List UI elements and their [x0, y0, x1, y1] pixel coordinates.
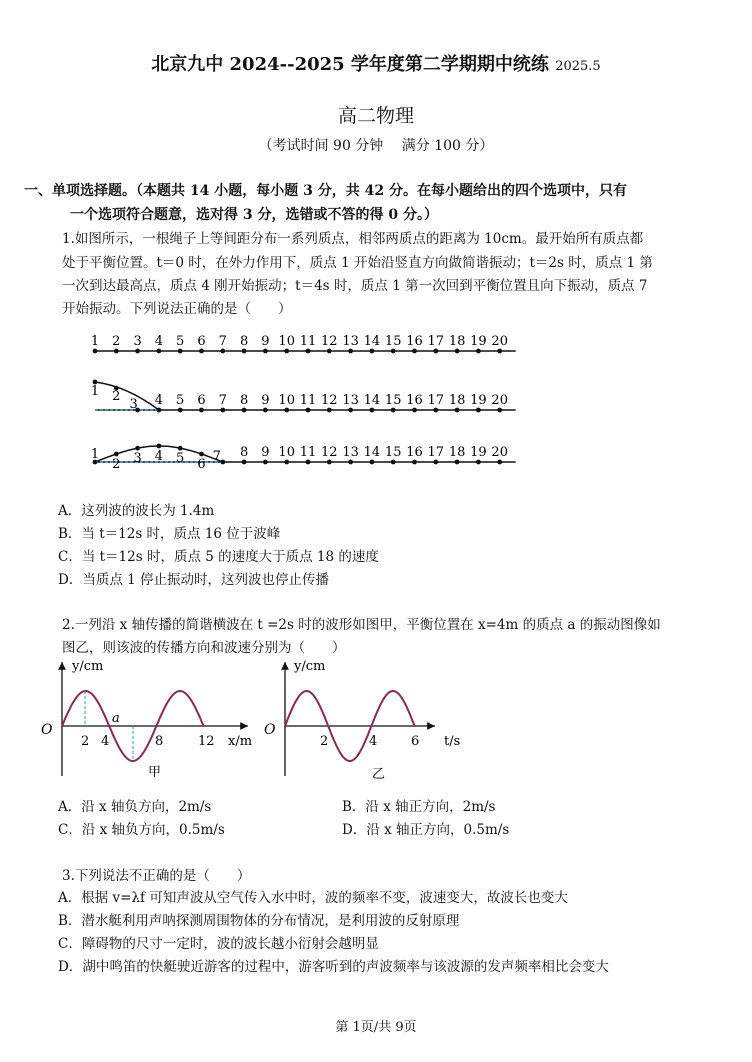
particle-dot	[412, 349, 417, 354]
particle-label: 9	[261, 393, 270, 408]
particle-label: 11	[299, 445, 317, 460]
section-heading-line2: 一个选项符合题意，选对得 3 分，选错或不答的得 0 分。）	[70, 207, 438, 223]
particle-label: 16	[406, 445, 423, 460]
figure-caption: 甲	[148, 765, 162, 780]
particle-label: 7	[212, 449, 221, 464]
particle-dot	[476, 408, 481, 413]
tick-label: 4	[101, 734, 110, 749]
tick-label: 2	[81, 734, 90, 749]
particle-label: 17	[427, 334, 445, 349]
tick-label: 6	[411, 734, 420, 749]
particle-dot	[199, 452, 204, 457]
particle-label: 10	[278, 393, 295, 408]
particle-dot	[370, 460, 375, 465]
particle-label: 4	[154, 393, 164, 408]
particle-dot	[391, 460, 396, 465]
particle-dot	[327, 408, 332, 413]
particle-label: 18	[448, 393, 466, 408]
particle-dot	[114, 349, 119, 354]
particle-dot	[284, 408, 289, 413]
particle-dot	[306, 349, 311, 354]
particle-dot	[178, 446, 183, 451]
particle-dot	[391, 349, 396, 354]
particle-label: 3	[129, 397, 138, 412]
particle-dot	[433, 408, 438, 413]
q2-option-b[interactable]: B．沿 x 轴正方向，2m/s	[342, 799, 496, 815]
particle-dot	[178, 408, 183, 413]
particle-dot	[220, 349, 225, 354]
q3-stem: 3.下列说法不正确的是（ ）	[62, 868, 251, 884]
particle-dot	[348, 460, 353, 465]
particle-label: 8	[239, 445, 249, 460]
particle-label: 13	[342, 393, 359, 408]
particle-dot	[263, 408, 268, 413]
particle-label: 20	[491, 334, 508, 349]
particle-dot	[306, 460, 311, 465]
particle-dot	[455, 460, 460, 465]
particle-dot	[497, 460, 502, 465]
particle-label: 20	[491, 445, 508, 460]
particle-label: 3	[133, 451, 142, 467]
particle-dot	[433, 460, 438, 465]
y-axis-label: y/cm	[294, 659, 326, 674]
particle-dot	[135, 349, 140, 354]
q2-option-a[interactable]: A．沿 x 轴负方向，2m/s	[58, 799, 212, 815]
particle-label: 20	[491, 393, 508, 408]
particle-dot	[93, 349, 98, 354]
particle-label: 19	[470, 393, 487, 408]
particle-label: 2	[112, 389, 121, 404]
q2-line-2: 图乙，则该波的传播方向和波速分别为（ ）	[62, 640, 346, 656]
particle-dot	[199, 349, 204, 354]
particle-label: 15	[384, 334, 402, 349]
particle-dot	[157, 444, 162, 449]
particle-dot	[284, 349, 289, 354]
particle-dot	[455, 349, 460, 354]
particle-dot	[348, 349, 353, 354]
origin-label: O	[41, 722, 53, 738]
particle-label: 5	[176, 451, 185, 467]
particle-dot	[306, 408, 311, 413]
particle-dot	[370, 349, 375, 354]
tick-label: 8	[155, 734, 164, 749]
particle-dot	[114, 452, 119, 457]
particle-dot	[157, 408, 162, 413]
particle-label: 7	[218, 334, 227, 349]
origin-label: O	[264, 722, 276, 738]
particle-dot	[497, 408, 502, 413]
q2-option-c[interactable]: C．沿 x 轴负方向，0.5m/s	[58, 822, 225, 838]
particle-label: 6	[197, 393, 206, 408]
tick-label: 4	[369, 734, 378, 749]
q2-graph-a	[38, 656, 260, 784]
particle-label: 18	[448, 445, 466, 460]
particle-dot	[370, 408, 375, 413]
particle-dot	[242, 349, 247, 354]
particle-label: 12	[321, 445, 338, 460]
q1-line-1: 1.如图所示，一根绳子上等间距分布一系列质点，相邻两质点的距离为 10cm。最开始所有质点都	[62, 231, 644, 247]
particle-label: 1	[90, 334, 100, 349]
q2-graph-b	[260, 656, 470, 784]
particle-label: 7	[218, 393, 227, 408]
particle-label: 5	[176, 334, 185, 349]
page-number: 第 1页/共 9页	[335, 1020, 417, 1035]
particle-dot	[220, 460, 225, 465]
q3-option-d[interactable]: D．湖中鸣笛的快艇驶近游客的过程中，游客听到的声波频率与该波源的发声频率相比会变大	[58, 959, 609, 975]
particle-label: 9	[261, 334, 270, 349]
particle-label: 18	[448, 334, 466, 349]
particle-label: 12	[321, 334, 338, 349]
q2-option-d[interactable]: D．沿 x 轴正方向，0.5m/s	[342, 822, 510, 838]
particle-label: 14	[363, 393, 381, 408]
particle-dot	[284, 460, 289, 465]
figure-caption: 乙	[372, 767, 386, 782]
particle-dot	[497, 349, 502, 354]
rope-curve	[95, 382, 159, 410]
particle-label: 13	[342, 445, 359, 460]
particle-label: 10	[278, 445, 295, 460]
q2-line-1: 2.一列沿 x 轴传播的简谐横波在 t =2s 时的波形如图甲，平衡位置在 x=4m 的质点 a 的振动图像如	[62, 617, 661, 633]
particle-label: 16	[406, 393, 423, 408]
q3-option-c[interactable]: C．障碍物的尺寸一定时，波的波长越小衍射会越明显	[58, 936, 379, 952]
particle-dot	[476, 349, 481, 354]
particle-label: 11	[299, 393, 317, 408]
particle-dot	[220, 408, 225, 413]
particle-dot	[348, 408, 353, 413]
tick-label: 2	[320, 734, 329, 749]
particle-label: 2	[112, 457, 121, 472]
particle-label: 14	[363, 445, 381, 460]
particle-label: 16	[406, 334, 423, 349]
particle-dot	[263, 349, 268, 354]
particle-dot	[135, 446, 140, 451]
particle-label: 8	[239, 334, 249, 349]
particle-label: 15	[384, 445, 402, 460]
particle-dot	[412, 460, 417, 465]
x-axis-label: x/m	[228, 734, 253, 749]
particle-label: 2	[112, 334, 121, 349]
particle-dot	[412, 408, 417, 413]
particle-dot	[199, 408, 204, 413]
particle-label: 14	[363, 334, 381, 349]
particle-dot	[327, 349, 332, 354]
particle-label: 19	[470, 445, 487, 460]
particle-dot	[263, 460, 268, 465]
particle-label: 15	[384, 393, 402, 408]
particle-dot	[327, 460, 332, 465]
q1-rope-figure	[80, 325, 540, 475]
particle-label: 11	[299, 334, 317, 349]
q1-line-3: 一次到达最高点，质点 4 刚开始振动；t＝4s 时，质点 1 第一次回到平衡位置且向下振动，质点 7	[62, 278, 648, 294]
point-a-label: a	[112, 711, 120, 726]
particle-label: 13	[342, 334, 359, 349]
particle-dot	[157, 349, 162, 354]
particle-label: 3	[133, 334, 142, 349]
particle-dot	[178, 349, 183, 354]
particle-label: 1	[90, 384, 100, 399]
tick-label: 12	[198, 734, 215, 749]
exam-date: 2025.5	[555, 59, 601, 74]
q3-option-a[interactable]: A．根据 v=λf 可知声波从空气传入水中时，波的频率不变，波速变大，故波长也变大	[58, 890, 568, 906]
q1-option-d[interactable]: D．当质点 1 停止振动时，这列波也停止传播	[58, 572, 329, 588]
particle-dot	[433, 349, 438, 354]
particle-dot	[455, 408, 460, 413]
particle-label: 8	[239, 393, 249, 408]
exam-title	[0, 50, 752, 76]
t-axis-label: t/s	[444, 734, 461, 749]
title-text: 北京九中 2024--2025 学年度第二学期期中统练	[151, 54, 549, 75]
particle-dot	[391, 408, 396, 413]
particle-dot	[242, 460, 247, 465]
particle-label: 17	[427, 445, 445, 460]
particle-label: 4	[154, 334, 164, 349]
q3-option-b[interactable]: B．潜水艇利用声呐探测周围物体的分布情况，是利用波的反射原理	[58, 913, 460, 929]
q1-option-b[interactable]: B．当 t＝12s 时，质点 16 位于波峰	[58, 526, 281, 542]
particle-label: 9	[261, 445, 270, 460]
particle-label: 4	[154, 449, 164, 464]
particle-dot	[476, 460, 481, 465]
particle-label: 12	[321, 393, 338, 408]
particle-dot	[242, 408, 247, 413]
exam-info: （考试时间 90 分钟 满分 100 分）	[258, 138, 494, 154]
particle-label: 10	[278, 334, 295, 349]
q1-option-c[interactable]: C．当 t＝12s 时，质点 5 的速度大于质点 18 的速度	[58, 549, 379, 565]
particle-label: 5	[176, 393, 185, 408]
section-heading-line1: 一、单项选择题。（本题共 14 小题，每小题 3 分，共 42 分。在每小题给出的四个选项中，只有	[24, 183, 627, 199]
y-axis-label: y/cm	[72, 659, 104, 674]
q1-line-4: 开始振动。下列说法正确的是（ ）	[62, 301, 292, 317]
particle-label: 17	[427, 393, 445, 408]
particle-label: 1	[90, 447, 100, 462]
q1-option-a[interactable]: A．这列波的波长为 1.4m	[58, 503, 215, 519]
particle-label: 6	[197, 334, 206, 349]
particle-label: 6	[197, 457, 206, 472]
q1-line-2: 处于平衡位置。t＝0 时，在外力作用下，质点 1 开始沿竖直方向做简谐振动；t＝2s 时，质点 1 第	[62, 255, 653, 271]
subject-title: 高二物理	[337, 105, 414, 127]
particle-label: 19	[470, 334, 487, 349]
